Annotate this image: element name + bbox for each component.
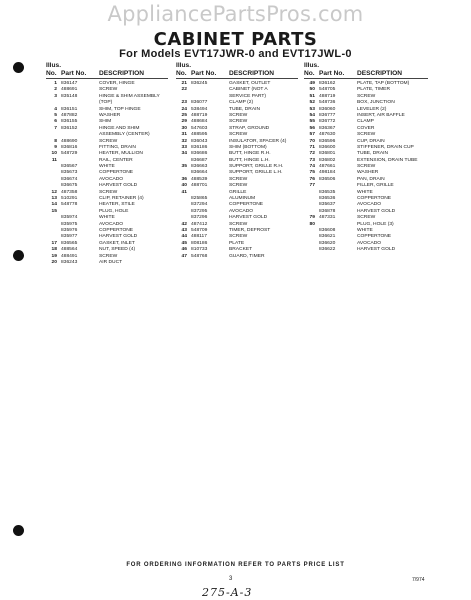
part-description: STRAP, GROUND xyxy=(229,125,270,131)
part-number: 835673 xyxy=(61,170,78,176)
illus-number: 29 xyxy=(181,119,187,125)
part-description: SHIM xyxy=(99,119,112,125)
part-number: 836878 xyxy=(319,208,336,214)
part-number: 836147 xyxy=(61,81,78,86)
part-description: CLAMP xyxy=(357,119,374,125)
illus-number: 24 xyxy=(181,106,187,112)
part-number: 836536 xyxy=(319,196,336,202)
illus-number: 77 xyxy=(309,183,315,189)
header-illus: Illus. xyxy=(176,62,192,69)
part-number: 488690 xyxy=(61,138,78,144)
part-description: SCREW xyxy=(99,189,118,195)
part-description: AVOCADO xyxy=(357,240,382,246)
column-header xyxy=(46,62,168,79)
part-description: WHITE xyxy=(357,227,373,233)
part-number: 836596 xyxy=(319,138,336,144)
illus-number: 15 xyxy=(51,208,57,214)
illus-number: 54 xyxy=(309,112,315,118)
header-rule xyxy=(176,78,298,79)
parts-row xyxy=(176,254,298,260)
illus-number: 17 xyxy=(51,240,57,246)
illus-number: 13 xyxy=(51,196,57,202)
part-number: 836506 xyxy=(319,176,336,182)
part-number: 487882 xyxy=(61,112,78,118)
part-number: 548729 xyxy=(61,151,78,157)
part-number: 836535 xyxy=(319,189,336,195)
part-number: 835974 xyxy=(61,215,78,221)
part-description: AVOCADO xyxy=(357,202,382,208)
part-description: SHIM, TOP HINGE xyxy=(99,106,141,112)
illus-number: 12 xyxy=(51,189,57,195)
part-number: 836077 xyxy=(191,100,208,106)
illus-number: 4 xyxy=(54,106,57,112)
part-description: COVER xyxy=(357,125,375,131)
illus-number: 3 xyxy=(54,93,57,99)
part-number: 836162 xyxy=(319,81,336,86)
part-description: AVOCADO xyxy=(99,221,124,227)
part-number: 487331 xyxy=(319,215,336,221)
handwritten-note: 275-A-3 xyxy=(202,586,253,599)
part-description: SUPPORT, GRILLE R.H. xyxy=(229,164,284,170)
header-no: No. xyxy=(46,70,57,77)
part-description: SCREW xyxy=(229,234,248,240)
part-number: 836621 xyxy=(319,234,336,240)
part-number: 488691 xyxy=(61,87,78,93)
part-description: HINGE & SHIM ASSEMBLY xyxy=(99,93,160,99)
illus-number: 32 xyxy=(181,138,187,144)
header-no: No. xyxy=(304,70,315,77)
part-description: HEATER, MULLION xyxy=(99,151,143,157)
part-number: 836663 xyxy=(191,164,208,170)
part-description: TUBE, DRAIN xyxy=(229,106,260,112)
part-description: PLUG, HOLE (3) xyxy=(357,221,394,227)
part-number: 487358 xyxy=(61,189,78,195)
part-description: LEVELER (2) xyxy=(357,106,387,112)
part-description: GASKET, INLET xyxy=(99,240,135,246)
part-description: SCREW xyxy=(229,112,248,118)
page-number: 3 xyxy=(229,576,233,582)
part-description: SHIM (BOTTOM) xyxy=(229,144,267,150)
illus-number: 74 xyxy=(309,164,315,170)
part-description: FITTING, DRAIN xyxy=(99,144,136,150)
part-description: GRILLE xyxy=(229,189,247,195)
part-number: 488595 xyxy=(191,132,208,138)
illus-number: 30 xyxy=(181,125,187,131)
part-description: WHITE xyxy=(99,164,115,170)
part-number: 836777 xyxy=(319,112,336,118)
illus-number: 25 xyxy=(181,112,187,118)
part-number: 836686 xyxy=(191,151,208,157)
illus-number: 57 xyxy=(309,132,315,138)
part-description: SCREW xyxy=(229,119,248,125)
page-title: CABINET PARTS xyxy=(153,29,318,50)
header-description: DESCRIPTION xyxy=(357,70,403,77)
illus-number: 33 xyxy=(181,144,187,150)
part-description: PLUG, HOLE xyxy=(99,208,129,214)
column-header xyxy=(176,62,298,79)
illus-number: 22 xyxy=(181,87,187,93)
parts-row xyxy=(304,247,428,253)
illus-number: 20 xyxy=(51,259,57,265)
part-number: 837294 xyxy=(191,202,208,208)
part-description: ASSEMBLY (CENTER) xyxy=(99,132,150,138)
part-number: 836772 xyxy=(319,119,336,125)
illus-number: 79 xyxy=(309,215,315,221)
part-description: HARVEST GOLD xyxy=(357,247,396,253)
part-description: SCREW xyxy=(229,132,248,138)
column-header xyxy=(304,62,428,79)
parts-row xyxy=(46,260,168,266)
part-number: 836151 xyxy=(61,106,78,112)
part-number: 836567 xyxy=(61,164,78,170)
header-illus: Illus. xyxy=(304,62,320,69)
illus-number: 53 xyxy=(309,106,315,112)
part-description: SCREW xyxy=(357,93,376,99)
part-description: COPPERTONE xyxy=(99,227,134,233)
part-number: 836608 xyxy=(319,227,336,233)
part-description: NUT, SPEED (4) xyxy=(99,247,136,253)
header-part-no: Part No. xyxy=(61,70,87,77)
part-number: 837295 xyxy=(191,208,208,214)
page-subtitle: For Models EVT17JWR-0 and EVT17JWL-0 xyxy=(119,48,352,60)
part-number: 836802 xyxy=(319,157,336,163)
header-rule xyxy=(304,78,428,79)
illus-number: 45 xyxy=(181,240,187,246)
part-number: 836687 xyxy=(191,157,208,163)
part-description: ALUMINUM xyxy=(229,196,256,202)
illus-number: 43 xyxy=(181,227,187,233)
part-description: SCREW xyxy=(99,138,118,144)
illus-number: 8 xyxy=(54,138,57,144)
illus-number: 71 xyxy=(309,144,315,150)
part-number: 836152 xyxy=(61,125,78,131)
illus-number: 14 xyxy=(51,202,57,208)
part-number: 488564 xyxy=(61,247,78,253)
illus-number: 73 xyxy=(309,157,315,163)
part-description: AIR DUCT xyxy=(99,259,123,265)
part-description: CLAMP (2) xyxy=(229,100,254,106)
part-description: HARVEST GOLD xyxy=(229,215,268,221)
part-description: RAIL, CENTER xyxy=(99,157,133,163)
illus-number: 55 xyxy=(309,119,315,125)
part-number: 547603 xyxy=(191,125,208,131)
part-number: 836243 xyxy=(61,259,78,265)
part-description: INSERT, AIR BAFFLE xyxy=(357,112,405,118)
part-number: 488701 xyxy=(191,183,208,189)
illus-number: 5 xyxy=(54,112,57,118)
part-number: 836565 xyxy=(61,240,78,246)
header-illus: Illus. xyxy=(46,62,62,69)
part-description: SCREW xyxy=(229,176,248,182)
illus-number: 18 xyxy=(51,247,57,253)
illus-number: 52 xyxy=(309,100,315,106)
part-number: 488539 xyxy=(191,176,208,182)
parts-list xyxy=(304,81,428,254)
part-number: 808186 xyxy=(191,240,208,246)
illus-number: 21 xyxy=(181,81,187,86)
part-description: AVOCADO xyxy=(99,176,124,182)
illus-number: 50 xyxy=(309,87,315,93)
part-description: INSULATOR, SPACER (4) xyxy=(229,138,287,144)
part-description: SCREW xyxy=(229,221,248,227)
illus-number: 41 xyxy=(181,189,187,195)
illus-number: 75 xyxy=(309,170,315,176)
header-rule xyxy=(46,78,168,79)
punch-hole xyxy=(13,525,24,536)
illus-number: 51 xyxy=(309,93,315,99)
part-description: HARVEST GOLD xyxy=(99,183,138,189)
part-number: 836816 xyxy=(61,144,78,150)
part-description: WHITE xyxy=(357,189,373,195)
part-description: AVOCADO xyxy=(229,208,254,214)
illus-number: 56 xyxy=(309,125,315,131)
part-number: 487661 xyxy=(319,164,336,170)
part-description: STIFFENER, DRAIN CUP xyxy=(357,144,414,150)
illus-number: 42 xyxy=(181,221,187,227)
part-description: SCREW xyxy=(99,253,118,259)
part-description: BOX, JUNCTION xyxy=(357,100,395,106)
header-no: No. xyxy=(176,70,187,77)
part-description: SCREW xyxy=(99,87,118,93)
illus-number: 1 xyxy=(54,81,57,86)
part-description: WHITE xyxy=(99,215,115,221)
part-description: GUARD, TIMER xyxy=(229,253,265,259)
punch-hole xyxy=(13,62,24,73)
header-description: DESCRIPTION xyxy=(99,70,145,77)
part-description: COVER, HINGE xyxy=(99,81,135,86)
part-description: SERVICE PART) xyxy=(229,93,266,99)
illus-number: 10 xyxy=(51,151,57,157)
part-number: 836675 xyxy=(61,183,78,189)
illus-number: 72 xyxy=(309,151,315,157)
part-number: 835975 xyxy=(61,221,78,227)
part-number: 548736 xyxy=(319,100,336,106)
part-description: COPPERTONE xyxy=(99,170,134,176)
part-number: 836043 xyxy=(191,138,208,144)
header-part-no: Part No. xyxy=(191,70,217,77)
part-description: HEATER, STILE xyxy=(99,202,135,208)
illus-number: 34 xyxy=(181,151,187,157)
part-number: 548705 xyxy=(319,87,336,93)
illus-number: 19 xyxy=(51,253,57,259)
part-description: TIMER, DEFROST xyxy=(229,227,271,233)
illus-number: 7 xyxy=(54,125,57,131)
illus-number: 36 xyxy=(181,176,187,182)
header-description: DESCRIPTION xyxy=(229,70,275,77)
part-description: CUP, DRAIN xyxy=(357,138,385,144)
illus-number: 46 xyxy=(181,247,187,253)
part-number: 487412 xyxy=(191,221,208,227)
parts-column-3 xyxy=(304,62,428,254)
illus-number: 2 xyxy=(54,87,57,93)
part-number: 548709 xyxy=(191,227,208,233)
illus-number: 11 xyxy=(51,157,57,163)
part-number: 836600 xyxy=(319,144,336,150)
illus-number: 40 xyxy=(181,183,187,189)
illus-number: 49 xyxy=(309,81,315,86)
part-number: 835637 xyxy=(319,202,336,208)
part-description: HARVEST GOLD xyxy=(99,234,138,240)
parts-list xyxy=(46,81,168,266)
part-description: GASKET, OUTLET xyxy=(229,81,271,86)
illus-number: 70 xyxy=(309,138,315,144)
part-number: 836622 xyxy=(319,247,336,253)
punch-hole xyxy=(13,250,24,261)
part-description: SCREW xyxy=(357,132,376,138)
part-description: BUTT, HINGE L.H. xyxy=(229,157,270,163)
part-number: 510291 xyxy=(61,196,78,202)
part-number: 488719 xyxy=(319,93,336,99)
part-description: WASHER xyxy=(99,112,121,118)
illus-number: 31 xyxy=(181,132,187,138)
part-number: 835976 xyxy=(61,227,78,233)
part-description: WASHER xyxy=(357,170,379,176)
illus-number: 6 xyxy=(54,119,57,125)
part-number: 836186 xyxy=(191,144,208,150)
part-description: PLATE, TIMER xyxy=(357,87,390,93)
illus-number: 35 xyxy=(181,164,187,170)
part-number: 836664 xyxy=(191,170,208,176)
part-description: BRACKET xyxy=(229,247,253,253)
part-description: PLATE, TAP (BOTTOM) xyxy=(357,81,410,86)
part-number: 836367 xyxy=(319,125,336,131)
part-description: COPPERTONE xyxy=(229,202,264,208)
part-description: HINGE AND SHIM xyxy=(99,125,140,131)
part-number: 498184 xyxy=(319,170,336,176)
part-description: CLIP, RETAINER (4) xyxy=(99,196,144,202)
part-number: 488684 xyxy=(191,119,208,125)
part-description: TUBE, DRAIN xyxy=(357,151,388,157)
part-number: 487630 xyxy=(319,132,336,138)
part-description: SCREW xyxy=(357,164,376,170)
header-part-no: Part No. xyxy=(319,70,345,77)
illus-number: 47 xyxy=(181,253,187,259)
illus-number: 80 xyxy=(309,221,315,227)
watermark: AppliancePartsPros.com xyxy=(107,2,364,26)
part-description: HARVEST GOLD xyxy=(357,208,396,214)
parts-column-2 xyxy=(176,62,298,260)
part-number: 836060 xyxy=(319,106,336,112)
part-description: PAN, DRAIN xyxy=(357,176,385,182)
illus-number: 44 xyxy=(181,234,187,240)
ordering-note: FOR ORDERING INFORMATION REFER TO PARTS PRICE LIST xyxy=(126,562,345,568)
part-number: 836674 xyxy=(61,176,78,182)
part-description: BUTT, HINGE R.H. xyxy=(229,151,271,157)
document-code: 7/974 xyxy=(412,577,425,583)
part-number: 825865 xyxy=(191,196,208,202)
part-number: 548768 xyxy=(191,253,208,259)
part-description: FILLER, GRILLE xyxy=(357,183,394,189)
part-number: 538494 xyxy=(191,106,208,112)
parts-list xyxy=(176,81,298,260)
part-number: 548778 xyxy=(61,202,78,208)
part-description: SCREW xyxy=(229,183,248,189)
part-description: COPPERTONE xyxy=(357,234,392,240)
part-number: 835977 xyxy=(61,234,78,240)
parts-column-1 xyxy=(46,62,168,266)
part-number: 837296 xyxy=(191,215,208,221)
illus-number: 76 xyxy=(309,176,315,182)
illus-number: 23 xyxy=(181,100,187,106)
part-description: EXTENSION, DRAIN TUBE xyxy=(357,157,418,163)
part-number: 810733 xyxy=(191,247,208,253)
part-number: 836245 xyxy=(191,81,208,86)
part-number: 488117 xyxy=(191,234,207,240)
part-number: 488719 xyxy=(191,112,208,118)
part-description: SUPPORT, GRILLE L.H. xyxy=(229,170,283,176)
part-description: COPPERTONE xyxy=(357,196,392,202)
part-description: CABINET (NOT A xyxy=(229,87,268,93)
part-number: 836801 xyxy=(319,151,336,157)
part-description: PLATE xyxy=(229,240,245,246)
part-number: 835148 xyxy=(61,93,78,99)
part-number: 488491 xyxy=(61,253,78,259)
part-number: 836620 xyxy=(319,240,336,246)
illus-number: 9 xyxy=(54,144,57,150)
part-description: (TOP) xyxy=(99,100,113,106)
part-number: 836155 xyxy=(61,119,78,125)
part-description: SCREW xyxy=(357,215,376,221)
